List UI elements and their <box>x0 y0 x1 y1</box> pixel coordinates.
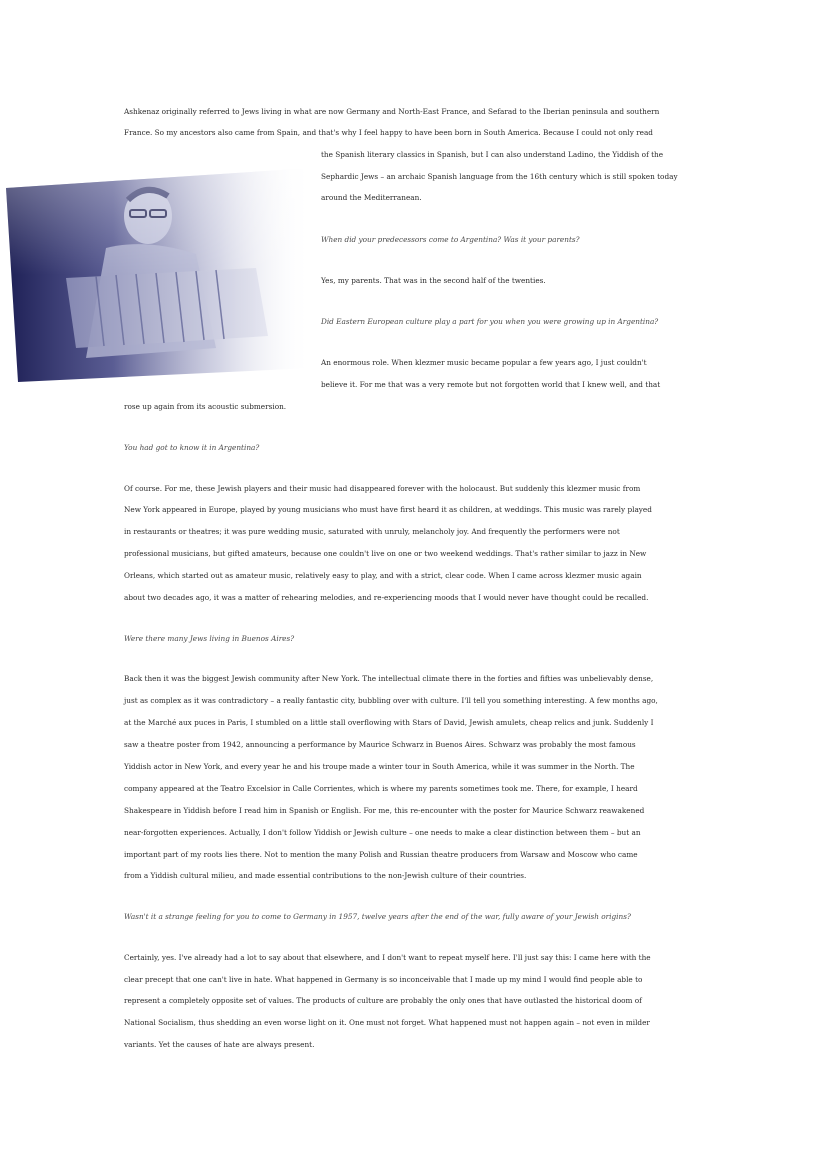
text-line: Orleans, which started out as amateur music, relatively easy to play, and with a strict, clear code. When I came across klezmer music again <box>124 571 642 580</box>
text-line: clear precept that one can't live in hate. What happened in Germany is so inconceivable that I made up my mind I would find people able to <box>124 975 643 984</box>
text-line: Ashkenaz originally referred to Jews living in what are now Germany and North-East France, and Sefarad to the Iberian peninsula and southern <box>124 107 660 116</box>
text-line: about two decades ago, it was a matter of rehearing melodies, and re-experiencing moods that I would never have thought could be recalled. <box>124 593 649 602</box>
text-line: represent a completely opposite set of values. The products of culture are probably the only ones that have outlasted the historical doom of <box>124 996 642 1005</box>
text-line: at the Marché aux puces in Paris, I stumbled on a little stall overflowing with Stars of David, Jewish amulets, cheap relics and junk. Suddenly I <box>124 718 654 727</box>
text-line: important part of my roots lies there. Not to mention the many Polish and Russian theatre producers from Warsaw and Moscow who came <box>124 850 638 859</box>
text-line: variants. Yet the causes of hate are always present. <box>124 1040 315 1049</box>
text-line: from a Yiddish cultural milieu, and made essential contributions to the non-Jewish culture of their countries. <box>124 871 527 880</box>
text-line: around the Mediterranean. <box>321 193 422 202</box>
text-line: in restaurants or theatres; it was pure wedding music, saturated with unruly, melancholy joy. And frequently the performers were not <box>124 527 620 536</box>
interview-question: Wasn't it a strange feeling for you to come to Germany in 1957, twelve years after the end of the war, fully aware of your Jewish origins? <box>124 912 631 921</box>
interview-question: Were there many Jews living in Buenos Aires? <box>124 634 295 643</box>
text-line: the Spanish literary classics in Spanish, but I can also understand Ladino, the Yiddish of the <box>321 150 664 159</box>
text-line: saw a theatre poster from 1942, announcing a performance by Maurice Schwarz in Buenos Aires. Schwarz was probably the most famous <box>124 740 636 749</box>
photo-image <box>6 168 312 382</box>
text-line: just as complex as it was contradictory – a really fantastic city, bubbling over with culture. I'll tell you something interesting. A few months ago, <box>124 696 658 705</box>
text-line: Yes, my parents. That was in the second half of the twenties. <box>321 276 546 285</box>
text-line: believe it. For me that was a very remote but not forgotten world that I knew well, and that <box>321 380 661 389</box>
text-line: National Socialism, thus shedding an even worse light on it. One must not forget. What happened must not happen again – not even in milder <box>124 1018 650 1027</box>
text-line: near-forgotten experiences. Actually, I don't follow Yiddish or Jewish culture – one needs to make a clear distinction between them – but an <box>124 828 641 837</box>
interview-question: When did your predecessors come to Argentina? Was it your parents? <box>321 235 580 244</box>
text-line: New York appeared in Europe, played by young musicians who must have first heard it as children, at weddings. This music was rarely played <box>124 505 652 514</box>
text-line: Sephardic Jews – an archaic Spanish language from the 16th century which is still spoken today <box>321 172 678 181</box>
interview-question: Did Eastern European culture play a part for you when you were growing up in Argentina? <box>321 317 659 326</box>
text-line: An enormous role. When klezmer music became popular a few years ago, I just couldn't <box>321 358 647 367</box>
text-line: Of course. For me, these Jewish players and their music had disappeared forever with the holocaust. But suddenly this klezmer music from <box>124 484 641 493</box>
text-line: France. So my ancestors also came from Spain, and that's why I feel happy to have been born in South America. Because I could not only read <box>124 128 653 137</box>
text-line: Yiddish actor in New York, and every year he and his troupe made a winter tour in South America, while it was summer in the North. The <box>124 762 635 771</box>
interview-question: You had got to know it in Argentina? <box>124 443 260 452</box>
text-line: rose up again from its acoustic submersion. <box>124 402 287 411</box>
text-line: professional musicians, but gifted amateurs, because one couldn't live on one or two weekend weddings. That's rather similar to jazz in New <box>124 549 647 558</box>
portrait-photo <box>6 168 312 382</box>
text-line: Shakespeare in Yiddish before I read him in Spanish or English. For me, this re-encounter with the poster for Maurice Schwarz reawakened <box>124 806 645 815</box>
text-line: Back then it was the biggest Jewish community after New York. The intellectual climate there in the forties and fifties was unbelievably dense, <box>124 674 654 683</box>
text-line: Certainly, yes. I've already had a lot to say about that elsewhere, and I don't want to repeat myself here. I'll just say this: I came here with the <box>124 953 651 962</box>
text-line: company appeared at the Teatro Excelsior in Calle Corrientes, which is where my parents sometimes took me. There, for example, I heard <box>124 784 638 793</box>
